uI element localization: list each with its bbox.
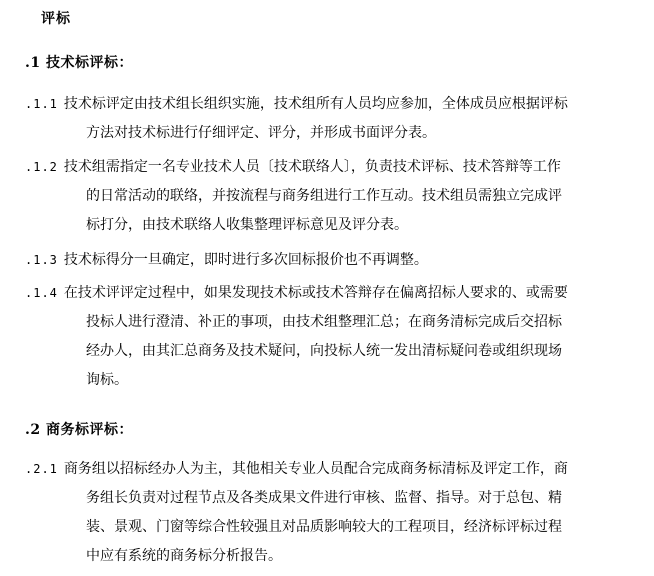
clause-line: 询标。: [86, 372, 128, 388]
clause-line: [25, 153, 645, 182]
clause-1-3: [25, 246, 645, 275]
clause-2-1: [25, 455, 645, 571]
clause-line: [25, 455, 645, 484]
clause-line: 投标人进行澄清、补正的事项，由技术组整理汇总；在商务清标完成后交招标: [86, 314, 562, 330]
section-heading-technical: .1 技术标评标：: [25, 55, 133, 71]
clause-line: [25, 279, 645, 308]
clause-text: 商务组以招标经办人为主，其他相关专业人员配合完成商务标清标及评定工作，商: [63, 461, 568, 477]
clause-line: 经办人，由其汇总商务及技术疑问，向投标人统一发出清标疑问卷或组织现场: [86, 343, 562, 359]
clause-number: .1.2: [25, 160, 58, 174]
clause-line: 标打分，由技术联络人收集整理评标意见及评分表。: [86, 217, 408, 233]
clause-1-1: [25, 90, 645, 148]
clause-line: 方法对技术标进行仔细评定、评分，并形成书面评分表。: [86, 125, 436, 141]
clause-line: 装、景观、门窗等综合性较强且对品质影响较大的工程项目，经济标评标过程: [86, 519, 562, 535]
clause-text: 技术标得分一旦确定，即时进行多次回标报价也不再调整。: [63, 252, 428, 268]
document-title: 评标: [41, 11, 71, 27]
clause-text: 技术标评定由技术组长组织实施，技术组所有人员均应参加，全体成员应根据评标: [63, 96, 568, 112]
clause-number: .1.4: [25, 286, 58, 300]
clause-line: 的日常活动的联络，并按流程与商务组进行工作互动。技术组员需独立完成评: [86, 188, 562, 204]
clause-text: 技术组需指定一名专业技术人员〔技术联络人〕，负责技术评标、技术答辩等工作: [63, 159, 561, 175]
clause-text: 在技术评评定过程中，如果发现技术标或技术答辩存在偏离招标人要求的、或需要: [63, 285, 568, 301]
section-heading-commercial: .2 商务标评标：: [25, 422, 133, 438]
clause-line: 中应有系统的商务标分析报告。: [86, 548, 282, 564]
clause-number: .2.1: [25, 462, 58, 476]
clause-line: [25, 90, 645, 119]
clause-1-4: [25, 279, 645, 395]
clause-1-2: [25, 153, 645, 240]
clause-number: .1.1: [25, 97, 58, 111]
clause-number: .1.3: [25, 253, 58, 267]
clause-line: 务组长负责对过程节点及各类成果文件进行审核、监督、指导。对于总包、精: [86, 490, 562, 506]
clause-line: [25, 246, 645, 275]
